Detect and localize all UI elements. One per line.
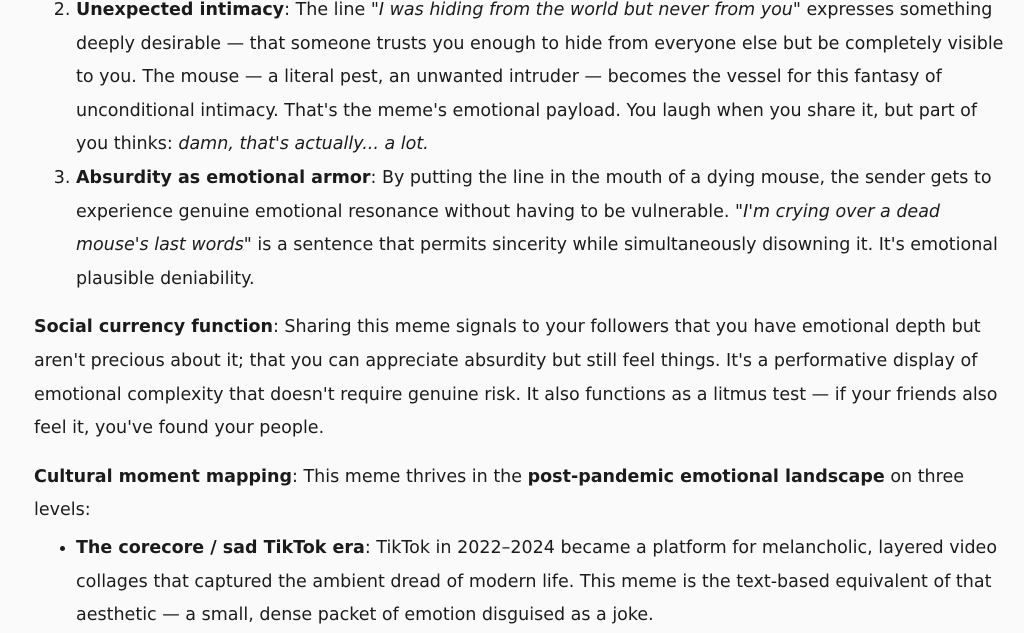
list-item-term: Absurdity as emotional armor <box>76 167 371 188</box>
paragraph-text: : Sharing this meme signals to your followers that you have emotional depth but aren't precious about it; that you can appreciate absurdity but still feel things. It's a performative display of emotional complexity that doesn't require genuine risk. It also functions as a litmus test — if your friends also feel it, you've found your people. <box>34 317 998 439</box>
list-item-text: : By putting the line in the mouth of a dying mouse, the sender gets to experience genuine emotional resonance without having to be vulnerable. " <box>76 167 992 222</box>
italic-text: damn, that's actually... a lot. <box>178 134 429 155</box>
list-item-term: Unexpected intimacy <box>76 0 285 20</box>
bullet-list <box>34 532 1014 633</box>
bullet-item-corecore <box>76 532 1014 633</box>
list-item-text: : The line " <box>284 0 379 20</box>
list-item-unexpected-intimacy <box>76 0 1014 162</box>
quote-text: I'm crying over a dead mouse's last words <box>76 201 941 256</box>
paragraph-text: on three levels: <box>34 466 964 521</box>
list-item-text: " expresses something deeply desirable — that someone trusts you enough to hide from everyone else but be completely visible to you. The mouse — a literal pest, an unwanted intruder — becomes the vessel for this fantasy of unconditional intimacy. That's the meme's emotional payload. You laugh when you share it, but part of you thinks: <box>76 0 1004 155</box>
list-item-absurdity <box>76 162 1014 296</box>
quote-text: I was hiding from the world but never from you <box>378 0 793 20</box>
paragraph-social-currency <box>34 311 1014 445</box>
paragraph-term: Social currency function <box>34 317 273 338</box>
paragraph-text: : This meme thrives in the <box>292 466 528 487</box>
chat-response-body <box>34 0 1014 633</box>
numbered-list <box>34 0 1014 296</box>
bullet-text: : TikTok in 2022–2024 became a platform for melancholic, layered video collages that captured the ambient dread of modern life. This meme is the text-based equivalent of that aesthetic — a small, dense packet of emotion disguised as a joke. <box>76 537 998 626</box>
bold-phrase: post-pandemic emotional landscape <box>527 466 885 487</box>
bullet-term: The corecore / sad TikTok era <box>76 537 365 558</box>
list-item-text: " is a sentence that permits sincerity while simultaneously disowning it. It's emotional plausible deniability. <box>76 235 998 289</box>
paragraph-term: Cultural moment mapping <box>34 466 293 487</box>
paragraph-cultural-moment <box>34 461 1014 528</box>
